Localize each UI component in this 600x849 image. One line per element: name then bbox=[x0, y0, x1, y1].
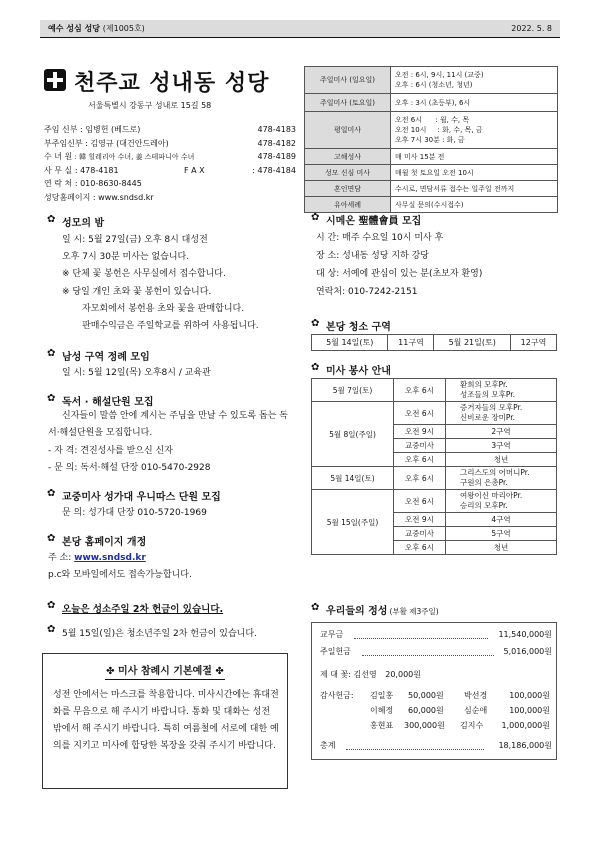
table-row: 5월 8일(주일) 오전 6시 증거자들의 모후Pr. 신비로운 장미Pr. bbox=[312, 402, 557, 425]
offering-notice: ✿5월 15일(일)은 청소년주일 2차 헌금이 있습니다. bbox=[48, 626, 257, 643]
reader-line: - 문 의: 독서·해설 단장 010-5470-2928 bbox=[48, 463, 211, 473]
calligraphy-line: 시 간: 매주 수요일 10시 미사 후 bbox=[316, 233, 444, 243]
schedule-row: 평일미사 오전 6시 : 월, 수, 목 오전 10시 : 화, 수, 목, 금 오후 7시 30분 : 화, 금 bbox=[305, 112, 558, 149]
district-line: 일 시: 5월 12일(목) 오후8시 / 교육관 bbox=[62, 368, 211, 378]
calligraphy-line: 연락처: 010-7242-2151 bbox=[316, 287, 418, 297]
thanks-line: 이혜정 60,000원 심순애 100,000원 bbox=[370, 706, 550, 715]
mass-schedule-table bbox=[304, 66, 558, 213]
etiquette-body: 성전 안에서는 마스크를 착용합니다. 미사시간에는 휴대전화를 무음으로 해 주시기 바랍니다. 통화 및 대화는 성전 밖에서 해 주시기 바랍니다. 특히 여름철에 서로에 대한 예의를 지키고 미사에 합당한 복장을 갖춰 주시기 바랍니다. bbox=[53, 690, 279, 751]
calligraphy-line: 장 소: 성내동 성당 지하 강당 bbox=[316, 251, 429, 261]
flower-icon bbox=[312, 366, 320, 374]
bulletin-header-bar bbox=[40, 20, 560, 38]
flowers-line: 제 대 꽃: 김선영 20,000원 bbox=[320, 670, 421, 679]
table-row: 오후 6시 청년 bbox=[312, 541, 557, 555]
schedule-row: 혼인면담 수시로, 면담서류 접수는 일주일 전까지 bbox=[305, 181, 558, 197]
cleaning-cell: 11구역 bbox=[388, 335, 434, 351]
choir-line: 문 의: 성가대 단장 010-5720-1969 bbox=[62, 508, 207, 518]
section-title-calligraphy: ✿시메온 聖體會員 모집 bbox=[312, 212, 421, 227]
flower-icon bbox=[48, 397, 56, 405]
cleaning-cell: 5월 14일(토) bbox=[312, 335, 388, 351]
table-row: 오전 9시 2구역 bbox=[312, 425, 557, 439]
table-row: 5월 7일(토) 오후 6시 환희의 모후Pr. 성조들의 모후Pr. bbox=[312, 379, 557, 402]
offering-notice: ✿오늘은 성소주일 2차 헌금이 있습니다. bbox=[48, 601, 223, 615]
parish-name: 천주교 성내동 성당 bbox=[74, 71, 270, 96]
flower-icon bbox=[48, 352, 56, 360]
homepage-address: 주 소: www.sndsd.kr bbox=[48, 553, 146, 563]
calligraphy-line: 대 상: 서예에 관심이 있는 분(초보자 환영) bbox=[316, 269, 483, 279]
contact-row: 연 락 처 : 010-8630-8445 bbox=[44, 179, 142, 188]
mary-night-line: 오후 7시 30분 미사는 없습니다. bbox=[62, 252, 190, 262]
section-title-cleaning: ✿본당 청소 구역 bbox=[312, 318, 391, 333]
schedule-row: 주일미사 (일요일) 오전 : 6시, 9시, 11시 (교중) 오후 : 6시 (청소년, 청년) bbox=[305, 67, 558, 94]
mass-service-table bbox=[311, 378, 557, 555]
section-title-offerings: ✿우리들의 정성 (부활 제3주일) bbox=[312, 602, 439, 617]
flower-icon bbox=[48, 492, 56, 500]
mary-night-line: 자모회에서 봉헌용 초와 꽃을 판매합니다. bbox=[82, 304, 245, 314]
bulletin-title: 예수 성심 성당 (제1005호) bbox=[48, 24, 145, 33]
homepage-line: p.c와 모바일에서도 접속가능합니다. bbox=[48, 570, 192, 580]
reader-line: - 자 격: 견진성사를 받으신 신자 bbox=[48, 446, 173, 456]
schedule-row: 유아세례 사무실 문의(수시접수) bbox=[305, 197, 558, 213]
table-row: 교중미사 5구역 bbox=[312, 527, 557, 541]
staff-row: 수 녀 원 : 韓 힐레리아 수녀, 姜 스테파니아 수녀 478-4189 bbox=[44, 152, 296, 161]
schedule-row: 성모 신심 미사 매월 첫 토요일 오전 10시 bbox=[305, 165, 558, 181]
cleaning-table bbox=[311, 334, 557, 351]
cleaning-row bbox=[312, 335, 557, 351]
staff-directory bbox=[44, 123, 296, 204]
parish-address: 서울특별시 강동구 성내로 15길 58 bbox=[88, 101, 212, 110]
flower-icon bbox=[312, 606, 320, 614]
flower-icon bbox=[48, 604, 56, 612]
mary-night-line: 판매수익금은 주일학교를 위하여 사용됩니다. bbox=[82, 321, 259, 331]
section-title-mass-service: ✿미사 봉사 안내 bbox=[312, 362, 391, 377]
etiquette-box bbox=[42, 653, 288, 789]
mary-night-line: 일 시: 5월 27일(금) 오후 8시 대성전 bbox=[62, 235, 208, 245]
flower-icon bbox=[48, 537, 56, 545]
thanks-line: 홍현표 300,000원 김지수 1,000,000원 bbox=[370, 721, 550, 730]
staff-row: 주임 신부 : 임병헌 (베드로) 478-4183 bbox=[44, 125, 296, 134]
table-row: 오전 9시 4구역 bbox=[312, 513, 557, 527]
mary-night-line: ※ 당일 개인 초와 꽃 봉헌이 있습니다. bbox=[62, 287, 212, 297]
reader-paragraph: 신자들이 말씀 안에 계시는 주님을 만날 수 있도록 돕는 독서·해설단원을 모집합니다. bbox=[48, 411, 288, 438]
bulletin-date: 2022. 5. 8 bbox=[511, 24, 552, 33]
issue-number: (제1005호) bbox=[102, 24, 145, 33]
parish-logo-row bbox=[42, 66, 292, 96]
mary-night-line: ※ 단체 꽃 봉헌은 사무실에서 접수합니다. bbox=[62, 269, 226, 279]
homepage-row: 성당홈페이지 : www.sndsd.kr bbox=[44, 192, 154, 202]
section-title-reader: ✿독서 · 해설단원 모집 bbox=[48, 393, 154, 408]
staff-row: 부주임신부 : 김영규 (대건안드레아) 478-4182 bbox=[44, 138, 296, 148]
flower-icon bbox=[312, 322, 320, 330]
section-title-district: ✿남성 구역 정례 모임 bbox=[48, 348, 150, 363]
offering-line: 교무금 11,540,000원 bbox=[320, 630, 552, 639]
section-title-choir: ✿교중미사 성가대 우니따스 단원 모집 bbox=[48, 488, 221, 503]
etiquette-title: ✤ 미사 참례시 기본예절 ✤ bbox=[43, 662, 287, 677]
schedule-row: 주일미사 (토요일) 오후 : 3시 (초등부), 6시 bbox=[305, 94, 558, 112]
table-row: 5월 15일(주일) 오전 6시 여왕이신 마리아Pr. 승리의 모후Pr. bbox=[312, 490, 557, 513]
schedule-row: 고해성사 매 미사 15분 전 bbox=[305, 149, 558, 165]
table-row: 5월 14일(토) 오후 6시 그리스도의 어머니Pr. 구원의 은총Pr. bbox=[312, 467, 557, 490]
offering-line: 주일헌금 5,016,000원 bbox=[320, 647, 552, 656]
offerings-box bbox=[311, 622, 557, 760]
office-row: 사 무 실 : 478-4181 F A X : 478-4184 bbox=[44, 165, 296, 175]
total-line: 총계 18,186,000원 bbox=[320, 741, 552, 750]
flower-icon bbox=[48, 218, 56, 226]
table-row: 교중미사 3구역 bbox=[312, 439, 557, 453]
cleaning-cell: 12구역 bbox=[510, 335, 556, 351]
flower-icon bbox=[48, 628, 56, 636]
section-title-mary-night: ✿성모의 밤 bbox=[48, 214, 104, 229]
table-row: 오후 6시 청년 bbox=[312, 453, 557, 467]
thanks-line: 감사헌금: 김일홍 50,000원 박선경 100,000원 bbox=[320, 691, 550, 700]
section-title-homepage: ✿본당 홈페이지 개정 bbox=[48, 533, 146, 548]
cleaning-cell: 5월 21일(토) bbox=[434, 335, 510, 351]
flower-icon bbox=[312, 216, 320, 224]
cross-icon bbox=[44, 69, 66, 91]
homepage-link[interactable]: www.sndsd.kr bbox=[74, 553, 146, 563]
